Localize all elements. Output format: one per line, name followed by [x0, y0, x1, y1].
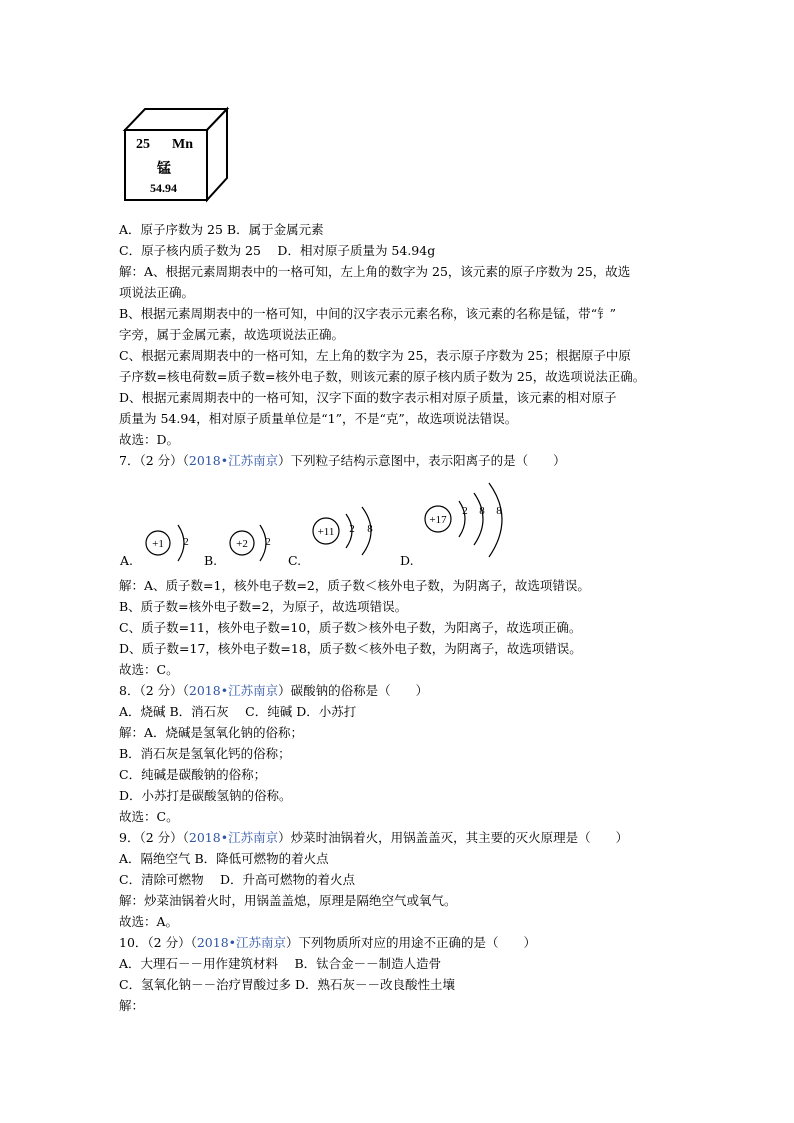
text-line: C．清除可燃物 D．升高可燃物的着火点	[119, 872, 356, 887]
text-line: D．小苏打是碳酸氢钠的俗称。	[119, 788, 292, 803]
nucleus-d: +17	[429, 514, 447, 526]
element-symbol: Mn	[172, 137, 193, 152]
text-line: C、质子数=11，核外电子数=10，质子数＞核外电子数，为阳离子，故选项正确。	[119, 620, 582, 635]
text-line: A．隔绝空气 B．降低可燃物的着火点	[119, 851, 329, 866]
text-line: 故选：C。	[119, 662, 179, 677]
text-line: C．纯碱是碳酸钠的俗称；	[119, 767, 267, 782]
text-line: A．大理石－－用作建筑材料 B．钛合金－－制造人造骨	[119, 956, 442, 971]
text-line: D、质子数=17，核外电子数=18，质子数＜核外电子数，为阴离子，故选项错误。	[119, 641, 582, 656]
particle-diagram-svg	[118, 478, 518, 570]
text-line: 故选：A。	[119, 914, 179, 929]
text-line: C、根据元素周期表中的一格可知，左上角的数字为 25，表示原子序数为 25；根据原子中原	[119, 348, 631, 363]
question-7	[119, 453, 566, 469]
text-line: 子序数=核电荷数=质子数=核外电子数，则该元素的原子核内质子数为 25，故选项说法正确。	[119, 369, 646, 384]
question-stem: ）下列物质所对应的用途不正确的是（ ）	[286, 935, 537, 950]
shell-a-1: 2	[183, 536, 189, 548]
text-line: 质量为 54.94，相对原子质量单位是“1”，不是“克”，故选项说法错误。	[119, 411, 518, 426]
text-line: C．氢氧化钠－－治疗胃酸过多 D．熟石灰－－改良酸性土壤	[119, 977, 456, 992]
question-number: 8．（2 分）（	[119, 683, 189, 698]
text-line: 字旁，属于金属元素，故选项说法正确。	[119, 327, 345, 342]
element-name: 锰	[157, 161, 171, 177]
question-9	[119, 830, 628, 846]
option-label-a: A.	[120, 553, 134, 568]
shell-d-2: 8	[479, 505, 485, 517]
question-number: 7．（2 分）（	[119, 453, 189, 468]
question-stem: ）炒菜时油锅着火，用锅盖盖灭，其主要的灭火原理是（ ）	[278, 830, 629, 845]
text-line: 解：A．烧碱是氢氧化钠的俗称；	[119, 725, 304, 740]
shell-c-1: 2	[349, 523, 355, 535]
option-label-c: C.	[288, 553, 302, 568]
question-8	[119, 683, 428, 699]
nucleus-a: +1	[152, 538, 164, 550]
question-source: 2018•江苏南京	[188, 453, 279, 468]
element-card	[122, 106, 232, 206]
text-line: 故选：D。	[119, 432, 180, 447]
question-number: 9．（2 分）（	[119, 830, 189, 845]
question-stem: ）碳酸钠的俗称是（ ）	[278, 683, 429, 698]
option-label-d: D.	[400, 553, 414, 568]
particle-c	[313, 507, 373, 555]
text-line: 项说法正确。	[119, 285, 195, 300]
particle-b	[230, 525, 271, 561]
particle-diagrams	[118, 478, 518, 570]
shell-d-1: 2	[462, 505, 468, 517]
question-number: 10．（2 分）（	[119, 935, 197, 950]
question-source: 2018•江苏南京	[196, 935, 287, 950]
text-line: B、根据元素周期表中的一格可知，中间的汉字表示元素名称，该元素的名称是锰，带“钅”	[119, 306, 616, 321]
text-line: 解：炒菜油锅着火时，用锅盖盖熄，原理是隔绝空气或氧气。	[119, 893, 457, 908]
particle-d	[425, 483, 502, 557]
atomic-mass: 54.94	[150, 181, 177, 195]
element-cube-icon	[122, 106, 232, 206]
question-stem: ）下列粒子结构示意图中，表示阳离子的是（ ）	[278, 453, 566, 468]
text-line: 故选：C。	[119, 809, 179, 824]
nucleus-c: +11	[317, 526, 335, 538]
shell-c-2: 8	[367, 523, 373, 535]
question-source: 2018•江苏南京	[188, 683, 279, 698]
shell-d-3: 8	[496, 505, 502, 517]
text-line: B．消石灰是氢氧化钙的俗称；	[119, 746, 291, 761]
shell-b-1: 2	[265, 536, 271, 548]
particle-a	[146, 525, 189, 561]
nucleus-b: +2	[236, 538, 248, 550]
question-10	[119, 935, 536, 951]
text-line: 解：A、根据元素周期表中的一格可知，左上角的数字为 25，该元素的原子序数为 25，故选	[119, 264, 631, 279]
text-line: A．烧碱 B．消石灰 C．纯碱 D．小苏打	[119, 704, 357, 719]
text-line: C．原子核内质子数为 25 D．相对原子质量为 54.94g	[119, 243, 436, 258]
atomic-number: 25	[136, 137, 150, 152]
text-line: 解：	[119, 998, 145, 1013]
text-line: 解：A、质子数=1，核外电子数=2，质子数＜核外电子数，为阴离子，故选项错误。	[119, 578, 590, 593]
text-line: D、根据元素周期表中的一格可知，汉字下面的数字表示相对原子质量，该元素的相对原子	[119, 390, 617, 405]
text-line: A．原子序数为 25 B．属于金属元素	[119, 222, 324, 237]
option-label-b: B.	[204, 553, 218, 568]
question-source: 2018•江苏南京	[188, 830, 279, 845]
text-line: B、质子数=核外电子数=2，为原子，故选项错误。	[119, 599, 408, 614]
